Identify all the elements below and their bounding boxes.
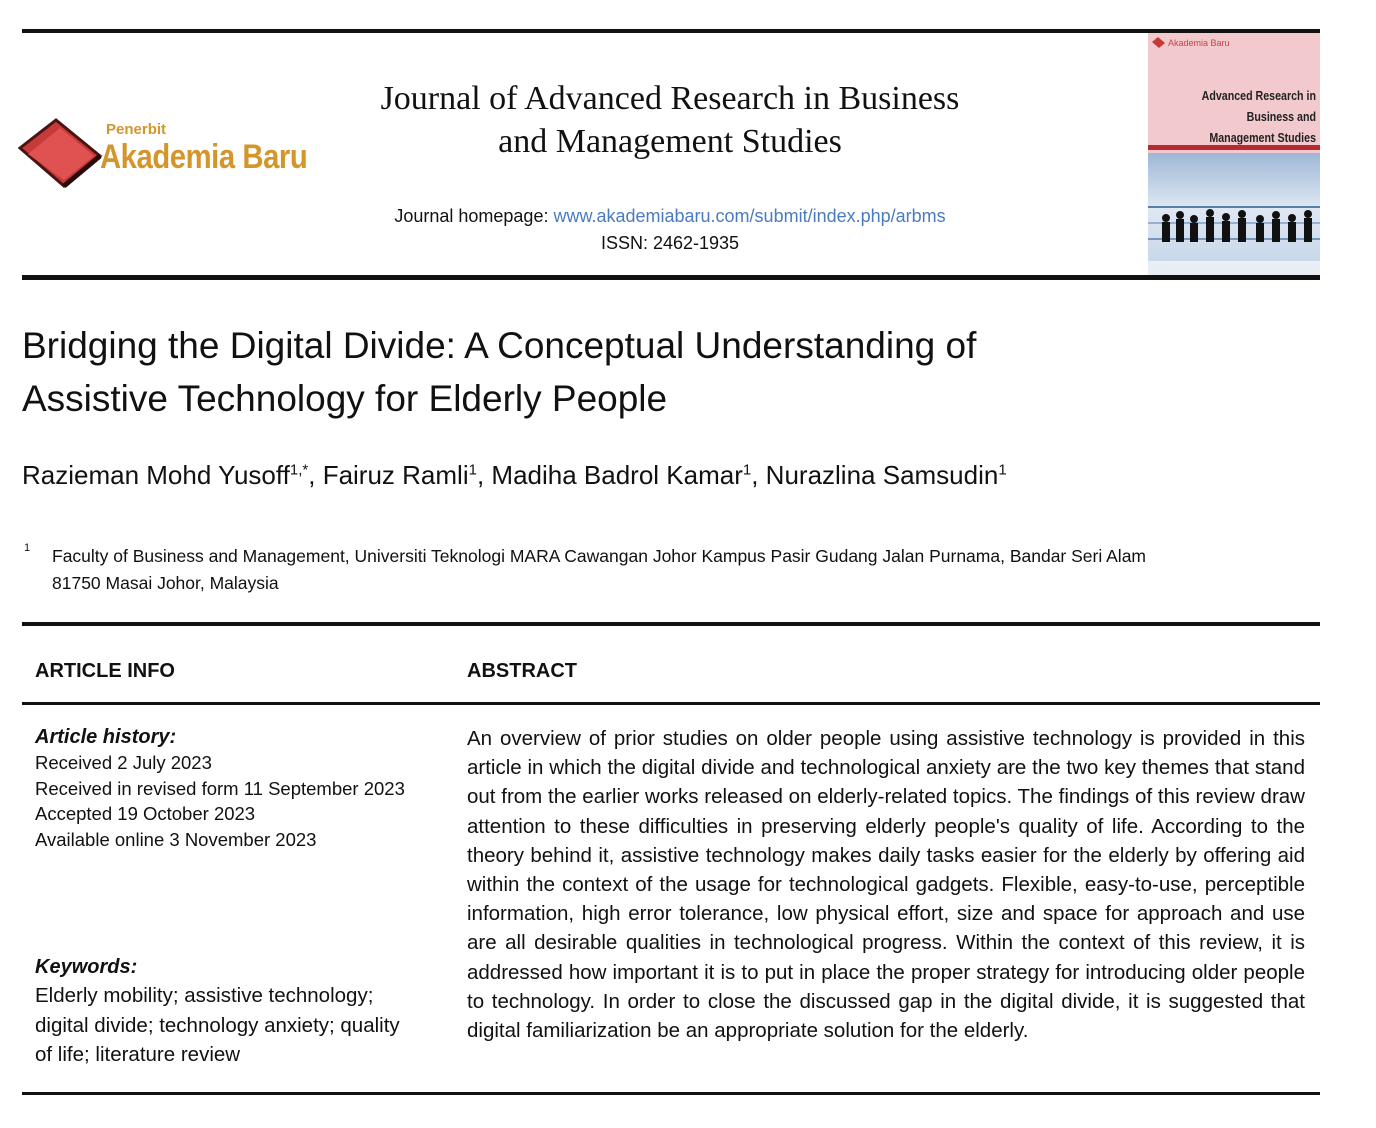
abstract-text: An overview of prior studies on older people using assistive technology is provided in this article in which the digital divide and technological anxiety are the two key themes that stand out from the earlier works released on elderly-related topics. The findings of this review draw attention to these difficulties in preserving elderly people's quality of life. According to the theory behind it, assistive technology makes daily tasks easier for the elderly by offering aid within the context of the usage for technological gadgets. Flexible, easy-to-use, perceptible information, high error tolerance, low physical effort, size and space for approach and use are all desirable qualities in technological progress. Within the context of this review, it is addressed how important it is to put in place the proper strategy for introducing older people to technology. In order to close the discussed gap in the digital divide, it is suggested that digital familiarization be an appropriate solution for the elderly. (467, 727, 1305, 1043)
author-separator: , (476, 460, 492, 490)
journal-homepage (330, 206, 1010, 227)
author-name: Fairuz Ramli (322, 460, 469, 490)
keywords-line: digital divide; technology anxiety; quality (35, 1013, 400, 1037)
journal-title-line2: and Management Studies (498, 123, 842, 160)
cover-title-line1: Advanced Research in (1201, 88, 1316, 103)
history-line: Received in revised form 11 September 2023 (35, 777, 405, 799)
abstract-heading: ABSTRACT (467, 660, 577, 682)
article-title (22, 319, 1322, 425)
cover-red-band (1148, 145, 1320, 150)
author-list (22, 460, 1007, 491)
author-name: Madiha Badrol Kamar (491, 460, 743, 490)
header-top-rule (22, 29, 1320, 33)
author-affiliation-mark: 1,* (289, 461, 309, 479)
journal-title (330, 77, 1010, 163)
publisher-name: Akademia Baru (100, 138, 308, 176)
author-affiliation-mark: 1 (998, 461, 1007, 479)
article-info-heading: ARTICLE INFO (35, 660, 175, 682)
author-name: Nurazlina Samsudin (765, 460, 999, 490)
cover-title-line2: Business and (1246, 109, 1316, 124)
author-affiliation-mark: 1 (468, 461, 477, 479)
history-line: Accepted 19 October 2023 (35, 803, 256, 824)
keywords-line: of life; literature review (35, 1043, 241, 1066)
keywords (35, 956, 455, 1070)
cover-book-icon (1152, 37, 1166, 49)
journal-cover (1148, 33, 1320, 275)
article-title-line2: Assistive Technology for Elderly People (22, 378, 668, 419)
article-history (35, 726, 455, 852)
info-heading-rule (22, 702, 1320, 705)
abstract-bottom-rule (22, 1092, 1320, 1095)
history-line: Available online 3 November 2023 (35, 828, 317, 850)
info-top-rule (22, 622, 1320, 626)
author-separator: , (751, 460, 766, 490)
author-affiliation-mark: 1 (742, 461, 752, 479)
history-line: Received 2 July 2023 (35, 752, 212, 773)
journal-title-line1: Journal of Advanced Research in Business (380, 80, 960, 117)
publisher-small-label: Penerbit (106, 121, 167, 138)
header-bottom-rule (22, 275, 1320, 280)
cover-people-silhouettes (1148, 153, 1320, 275)
cover-title (1152, 85, 1316, 148)
keywords-line: Elderly mobility; assistive technology; (35, 984, 374, 1007)
cover-title-line3: Management Studies (1209, 130, 1316, 145)
homepage-link[interactable]: www.akademiabaru.com/submit/index.php/arbms (553, 206, 946, 226)
keywords-heading: Keywords: (35, 956, 138, 978)
author-separator: , (308, 460, 323, 490)
affiliation-mark: 1 (24, 542, 31, 554)
affiliation-line1: Faculty of Business and Management, Universiti Teknologi MARA Cawangan Johor Kampus Pasir Gudang Jalan Purnama, Bandar Seri Alam (52, 546, 1146, 566)
cover-publisher-logo (1152, 37, 1230, 49)
book-logo-icon (18, 116, 110, 192)
journal-issn: ISSN: 2462-1935 (600, 233, 740, 253)
publisher-logo (18, 112, 328, 192)
homepage-label: Journal homepage: (394, 206, 549, 226)
history-heading: Article history: (35, 726, 177, 748)
article-title-line1: Bridging the Digital Divide: A Conceptual Understanding of (22, 325, 977, 366)
author-name: Razieman Mohd Yusoff (22, 460, 290, 490)
affiliation (52, 543, 1322, 597)
cover-publisher-name: Akademia Baru (1168, 38, 1230, 48)
affiliation-line2: 81750 Masai Johor, Malaysia (52, 573, 279, 593)
